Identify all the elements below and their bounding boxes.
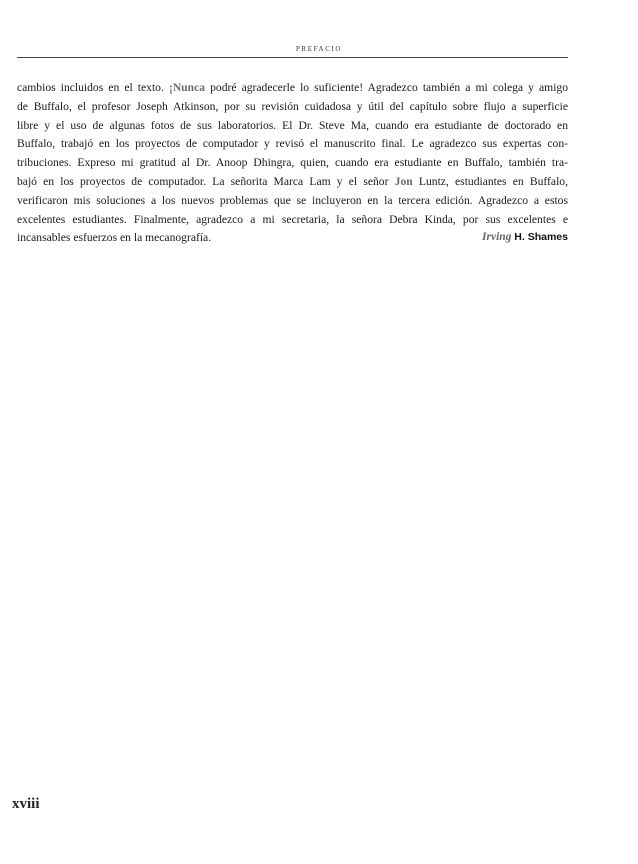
highlighted-word: Jon: [394, 174, 413, 188]
line-text: podré agradecerle lo suficiente! Agradezco también a mi colega y amigo: [205, 81, 568, 94]
line-text: excelentes estudiantes. Finalmente, agradezco a mi secretaria, la señora Debra Kinda, por sus excelentes e: [17, 212, 568, 226]
line-text: incansables esfuerzos en la mecanografía.: [17, 231, 212, 245]
line-text: libre y el uso de algunas fotos de sus laboratorios. El Dr. Steve Ma, cuando era estudiante de doctorado en: [17, 118, 568, 132]
running-head: PREFACIO: [295, 45, 343, 53]
line-text: de Buffalo, el profesor Joseph Atkinson, por su revisión cuidadosa y útil del capítulo sobre flujo a superficie: [17, 99, 568, 113]
line-text: Luntz, estudiantes en Buffalo,: [412, 174, 568, 188]
preface-paragraph: [17, 79, 568, 248]
header-rule: [17, 57, 568, 58]
signature-surname: H. Shames: [514, 231, 568, 243]
paragraph-line: [17, 79, 568, 98]
line-text: bajó en los proyectos de computador. La señorita Marca Lam y el señor: [17, 174, 395, 188]
highlighted-word: ¡Nunca: [168, 81, 206, 94]
paragraph-line: [17, 211, 568, 230]
paragraph-line: [17, 173, 568, 192]
page-number: xviii: [12, 796, 40, 812]
signature-first-name: Irving: [482, 231, 512, 243]
paragraph-line: [17, 192, 568, 211]
line-text: verificaron mis soluciones a los nuevos problemas que se incluyeron en la tercera edición. Agradezco a estos: [17, 193, 568, 207]
line-text: Buffalo, trabajó en los proyectos de computador y revisó el manuscrito final. Le agradezco sus expertas con-: [17, 137, 568, 151]
author-signature: [482, 231, 568, 243]
line-text: cambios incluidos en el texto.: [17, 81, 169, 94]
paragraph-line: [17, 135, 568, 154]
paragraph-line: [17, 154, 568, 173]
line-text: tribuciones. Expreso mi gratitud al Dr. Anoop Dhingra, quien, cuando era estudiante en Buffalo, también tra-: [17, 156, 568, 170]
paragraph-line: [17, 117, 568, 136]
paragraph-line: [17, 98, 568, 117]
